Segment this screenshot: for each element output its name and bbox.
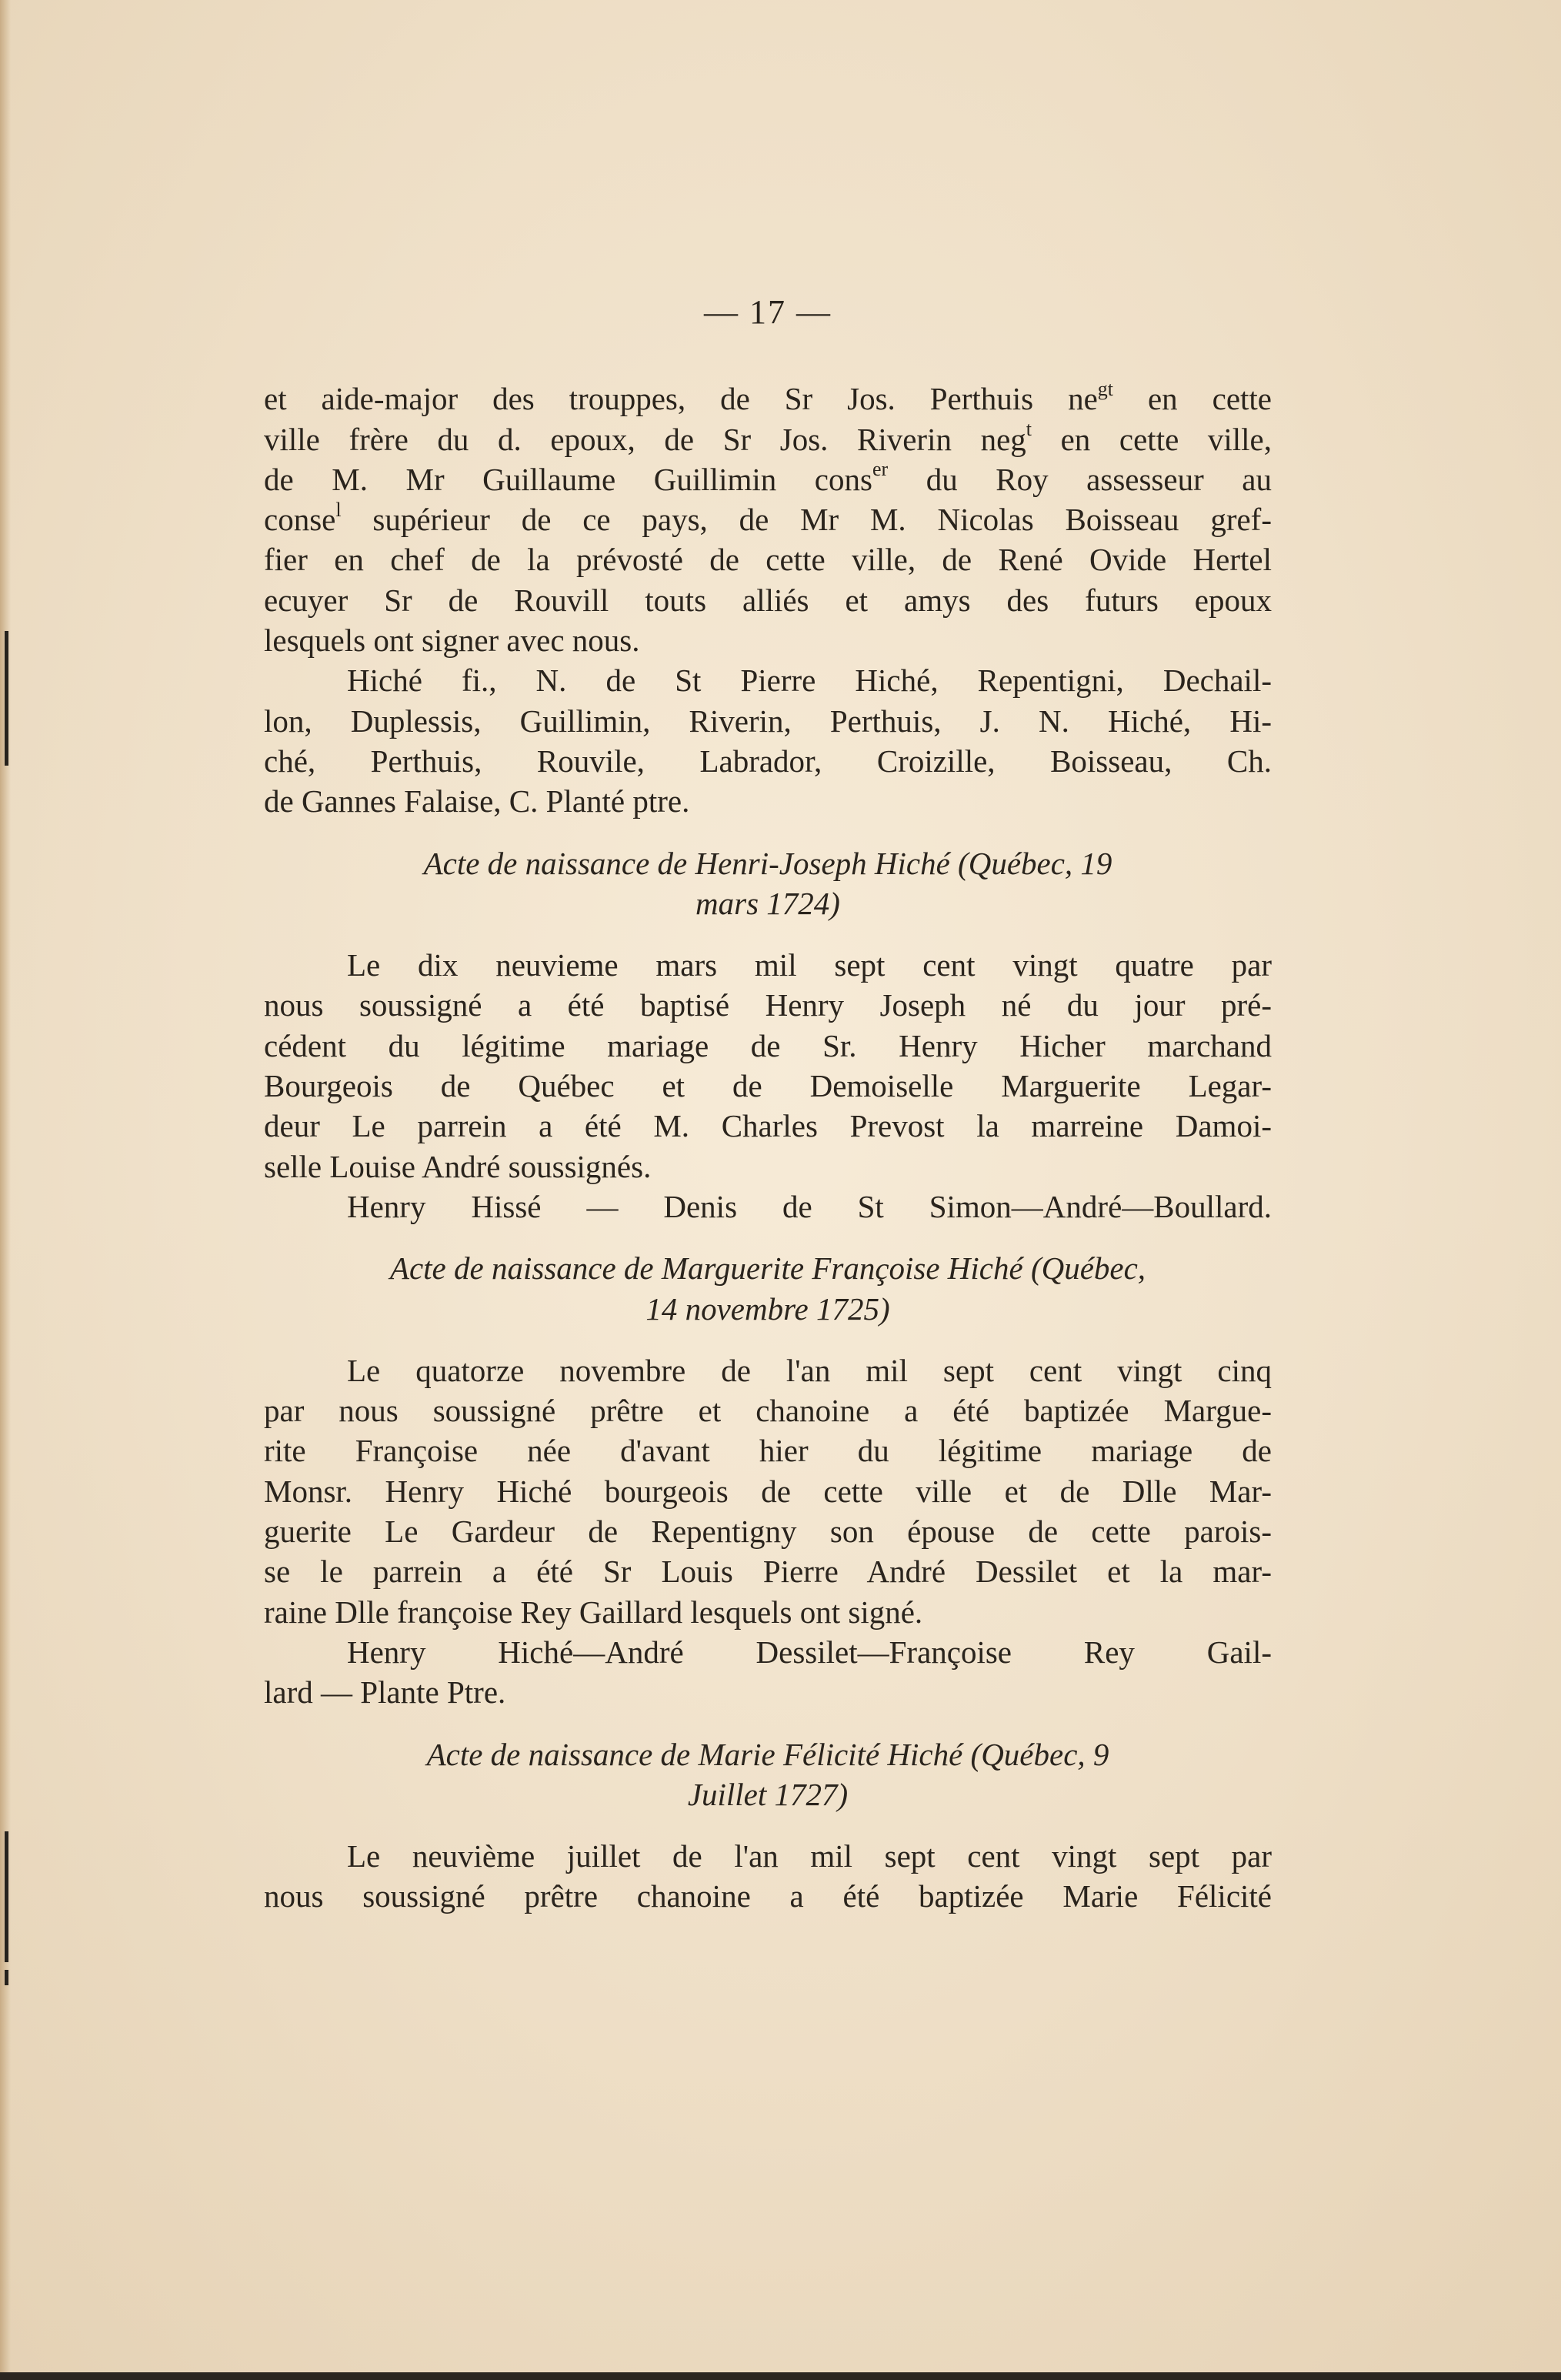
text-line: Monsr. Henry Hiché bourgeois de cette ville et de Dlle Mar- [264, 1473, 1272, 1509]
text-line: Henry Hiché—André Dessilet—Françoise Rey Gail- [347, 1634, 1272, 1670]
section-heading [264, 843, 1272, 924]
text-line: Le quatorze novembre de l'an mil sept cent vingt cinq [347, 1352, 1272, 1388]
page-edge-shadow [0, 0, 11, 2380]
text-line: Bourgeois de Québec et de Demoiselle Marguerite Legar- [264, 1068, 1272, 1104]
superscript: gt [1097, 377, 1114, 400]
superscript: er [872, 458, 889, 481]
heading-line: Juillet 1727) [687, 1776, 849, 1812]
heading-line: Acte de naissance de Henri-Joseph Hiché (Québec, 19 [423, 845, 1112, 881]
intro-paragraph [264, 379, 1272, 660]
text-line: ville frère du d. epoux, de Sr Jos. Riverin neg$^t$ en cette ville, [264, 417, 1272, 457]
birth-record-marguerite-francoise [264, 1248, 1272, 1712]
text-line: Henry Hissé — Denis de St Simon—André—Boullard. [347, 1188, 1272, 1224]
page-bottom-edge [0, 2372, 1561, 2380]
text-line: rite Françoise née d'avant hier du légitime mariage de [264, 1433, 1272, 1469]
text-line: ché, Perthuis, Rouvile, Labrador, Croizille, Boisseau, Ch. [264, 743, 1272, 779]
text-line: raine Dlle françoise Rey Gaillard lesquels ont signé. [264, 1594, 923, 1630]
text-line: lon, Duplessis, Guillimin, Riverin, Perthuis, J. N. Hiché, Hi- [264, 703, 1272, 739]
text-line: deur Le parrein a été M. Charles Prevost la marreine Damoi- [264, 1108, 1272, 1144]
text-line: par nous soussigné prêtre et chanoine a été baptizée Margue- [264, 1393, 1272, 1429]
text-line: nous soussigné prêtre chanoine a été baptizée Marie Félicité [264, 1878, 1272, 1914]
section-heading [264, 1248, 1272, 1329]
margin-mark [5, 631, 8, 766]
text-line: de Gannes Falaise, C. Planté ptre. [264, 783, 690, 819]
text-line: se le parrein a été Sr Louis Pierre André Dessilet et la mar- [264, 1554, 1272, 1590]
text-line: Le dix neuvieme mars mil sept cent vingt quatre par [347, 947, 1272, 983]
superscript: l [335, 498, 342, 521]
heading-line: Acte de naissance de Marguerite Françoise Hiché (Québec, [389, 1250, 1146, 1287]
margin-mark [5, 1970, 8, 1985]
text-line: de M. Mr Guillaume Guillimin cons$^{er}$ du Roy assesseur au [264, 458, 1272, 497]
section-heading [264, 1734, 1272, 1815]
text-line: conse$^l$ supérieur de ce pays, de Mr M. Nicolas Boisseau gref- [264, 498, 1272, 538]
text-line: ecuyer Sr de Rouvill touts alliés et amys des futurs epoux [264, 582, 1272, 618]
text-line: lard — Plante Ptre. [264, 1674, 506, 1711]
text-line: selle Louise André soussignés. [264, 1148, 652, 1184]
text-line: guerite Le Gardeur de Repentigny son épouse de cette parois- [264, 1514, 1272, 1550]
text-line: cédent du légitime mariage de Sr. Henry Hicher marchand [264, 1027, 1272, 1063]
page-number: — 17 — [704, 293, 832, 331]
text-line: fier en chef de la prévosté de cette ville, de René Ovide Hertel [264, 542, 1272, 578]
heading-line: 14 novembre 1725) [645, 1290, 890, 1327]
heading-line: Acte de naissance de Marie Félicité Hiché (Québec, 9 [426, 1736, 1109, 1772]
birth-record-henri-joseph [264, 843, 1272, 1227]
text-line: et aide-major des trouppes, de Sr Jos. Perthuis $ne^{gt}$ en cette [264, 377, 1272, 417]
text-line: Hiché fi., N. de St Pierre Hiché, Repentigni, Dechail- [347, 663, 1272, 699]
margin-mark [5, 1831, 8, 1962]
heading-line: mars 1724) [695, 885, 840, 921]
text-line: Le neuvième juillet de l'an mil sept cent vingt sept par [347, 1838, 1272, 1874]
intro-signatures [264, 660, 1272, 821]
text-line: lesquels ont signer avec nous. [264, 623, 640, 659]
superscript: t [1026, 417, 1032, 440]
text-block [264, 292, 1272, 1917]
birth-record-marie-felicite [264, 1734, 1272, 1917]
text-line: nous soussigné a été baptisé Henry Joseph né du jour pré- [264, 987, 1272, 1023]
